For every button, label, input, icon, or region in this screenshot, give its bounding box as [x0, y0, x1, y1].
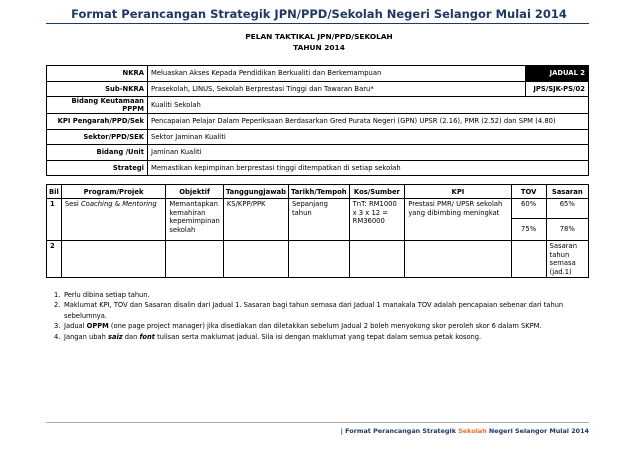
document-year: TAHUN 2014: [293, 43, 345, 52]
sektor-label: Sektor/PPD/SEK: [47, 129, 148, 145]
col-header-kpi: KPI: [405, 185, 511, 199]
page-footer: [330, 427, 589, 435]
row1-sasaran-a: 65%: [546, 199, 588, 219]
col-header-program: Program/Projek: [61, 185, 166, 199]
strategi-value: Memastikan kepimpinan berprestasi tinggi ditempatkan di setiap sekolah: [148, 160, 589, 176]
row2-program: [61, 241, 166, 278]
nkra-value: Meluaskan Akses Kepada Pendidikan Berkualiti dan Berkemampuan: [148, 66, 526, 82]
subnkra-label: Sub-NKRA: [47, 81, 148, 97]
program-table: [46, 184, 589, 278]
row1-tanggungjawab: KS/KPP/PPK: [223, 199, 288, 241]
sektor-value: Sektor Jaminan Kualiti: [148, 129, 589, 145]
unit-label: Bidang /Unit: [47, 145, 148, 161]
info-row-unit: [47, 145, 589, 161]
nkra-label: NKRA: [47, 66, 148, 82]
row2-tarikh: [288, 241, 349, 278]
row1-tarikh: Sepanjang tahun: [288, 199, 349, 241]
col-header-bil: Bil: [47, 185, 62, 199]
col-header-sasaran: Sasaran: [546, 185, 588, 199]
kpi-value: Pencapaian Pelajar Dalam Peperiksaan Berdasarkan Gred Purata Negeri (GPN) UPSR (2.16), PMR (2.52) dan SPM (4.80): [148, 114, 589, 130]
row1-program-mentoring: Mentoring: [122, 200, 157, 208]
info-table: [46, 65, 589, 176]
note-item: [54, 290, 594, 300]
note-item: [54, 300, 594, 321]
info-row-nkra: [47, 66, 589, 82]
note-item: [54, 332, 594, 342]
info-row-kpi: [47, 114, 589, 130]
subnkra-value: Prasekolah, LINUS, Sekolah Berprestasi Tinggi dan Tawaran Baru*: [148, 81, 526, 97]
note-text-post: tulisan serta maklumat jadual. Sila isi dengan maklumat yang tepat dalam semua petak kosong.: [154, 332, 482, 341]
strategi-label: Strategi: [47, 160, 148, 176]
row1-program-prefix: Sesi: [64, 200, 81, 208]
row1-program: [61, 199, 166, 241]
row1-objektif: Memantapkan kemahiran kepemimpinan sekolah: [166, 199, 223, 241]
row1-program-amp: &: [112, 200, 123, 208]
note-font: font: [139, 332, 155, 341]
program-table-header: [47, 185, 589, 199]
note-number: 2.: [54, 301, 61, 310]
table-row: [47, 199, 589, 219]
jadual-badge: JADUAL 2: [526, 66, 589, 82]
footer-accent: Sekolah: [458, 427, 487, 435]
note-text: Maklumat KPI, TOV dan Sasaran disalin dari Jadual 1. Sasaran bagi tahun semasa dari Jadual 1 manakala TOV adalah pencapaian sebenar dari tahun sebelumnya.: [64, 301, 564, 320]
page-header-title: Format Perancangan Strategik JPN/PPD/Sekolah Negeri Selangor Mulai 2014: [71, 7, 567, 21]
header-divider: [46, 23, 589, 24]
col-header-tanggungjawab: Tanggungjawab: [223, 185, 288, 199]
note-item: [54, 321, 594, 331]
row2-tov: [511, 241, 546, 278]
row2-objektif: [166, 241, 223, 278]
footer-bar: |: [340, 427, 343, 435]
note-text-pre: Jangan ubah: [64, 332, 108, 341]
footer-text-1: Format Perancangan Strategik: [345, 427, 456, 435]
document-code: JPS/SJK-PS/02: [526, 81, 589, 97]
row2-sasaran: Sasaran tahun semasa (jad.1): [546, 241, 588, 278]
note-text: Perlu dibina setiap tahun.: [64, 291, 150, 299]
info-row-bidang: [47, 97, 589, 114]
row2-kpi: [405, 241, 511, 278]
row1-kpi: Prestasi PMR/ UPSR sekolah yang dibimbing meningkat: [405, 199, 511, 241]
row1-tov-a: 60%: [511, 199, 546, 219]
note-text-post: (one page project manager) jika disediakan dan diletakkan sebelum Jadual 2 boleh menyokong skor peroleh skor 6 dalam SKPM.: [108, 322, 542, 331]
row1-bil: 1: [47, 199, 62, 241]
col-header-kos: Kos/Sumber: [349, 185, 405, 199]
note-number: 4.: [54, 332, 61, 341]
note-text-pre: Jadual: [64, 322, 87, 331]
table-row: [47, 241, 589, 278]
info-row-sektor: [47, 129, 589, 145]
document-title: PELAN TAKTIKAL JPN/PPD/SEKOLAH: [245, 32, 393, 41]
row2-kos: [349, 241, 405, 278]
note-saiz: saiz: [107, 332, 123, 341]
col-header-tarikh: Tarikh/Tempoh: [288, 185, 349, 199]
footer-divider: [46, 422, 589, 423]
bidang-value: Kualiti Sekolah: [148, 97, 589, 114]
note-number: 1.: [54, 291, 61, 299]
note-oppm: OPPM: [86, 322, 109, 331]
info-row-subnkra: [47, 81, 589, 97]
row1-tov-b: 75%: [511, 219, 546, 241]
note-number: 3.: [54, 322, 61, 331]
col-header-objektif: Objektif: [166, 185, 223, 199]
row2-tanggungjawab: [223, 241, 288, 278]
note-text-mid: dan: [122, 332, 140, 341]
footer-text-2: Negeri Selangor Mulai 2014: [488, 427, 589, 435]
bidang-label: Bidang Keutamaan PPPM: [47, 97, 148, 114]
info-row-strategi: [47, 160, 589, 176]
col-header-tov: TOV: [511, 185, 546, 199]
row1-program-coaching: Coaching: [80, 200, 113, 208]
row1-sasaran-b: 78%: [546, 219, 588, 241]
row2-bil: 2: [47, 241, 62, 278]
notes-list: [54, 290, 594, 342]
kpi-label: KPI Pengarah/PPD/Sek: [47, 114, 148, 130]
row1-kos: TnT: RM1000 x 3 x 12 = RM36000: [349, 199, 405, 241]
unit-value: Jaminan Kualiti: [148, 145, 589, 161]
